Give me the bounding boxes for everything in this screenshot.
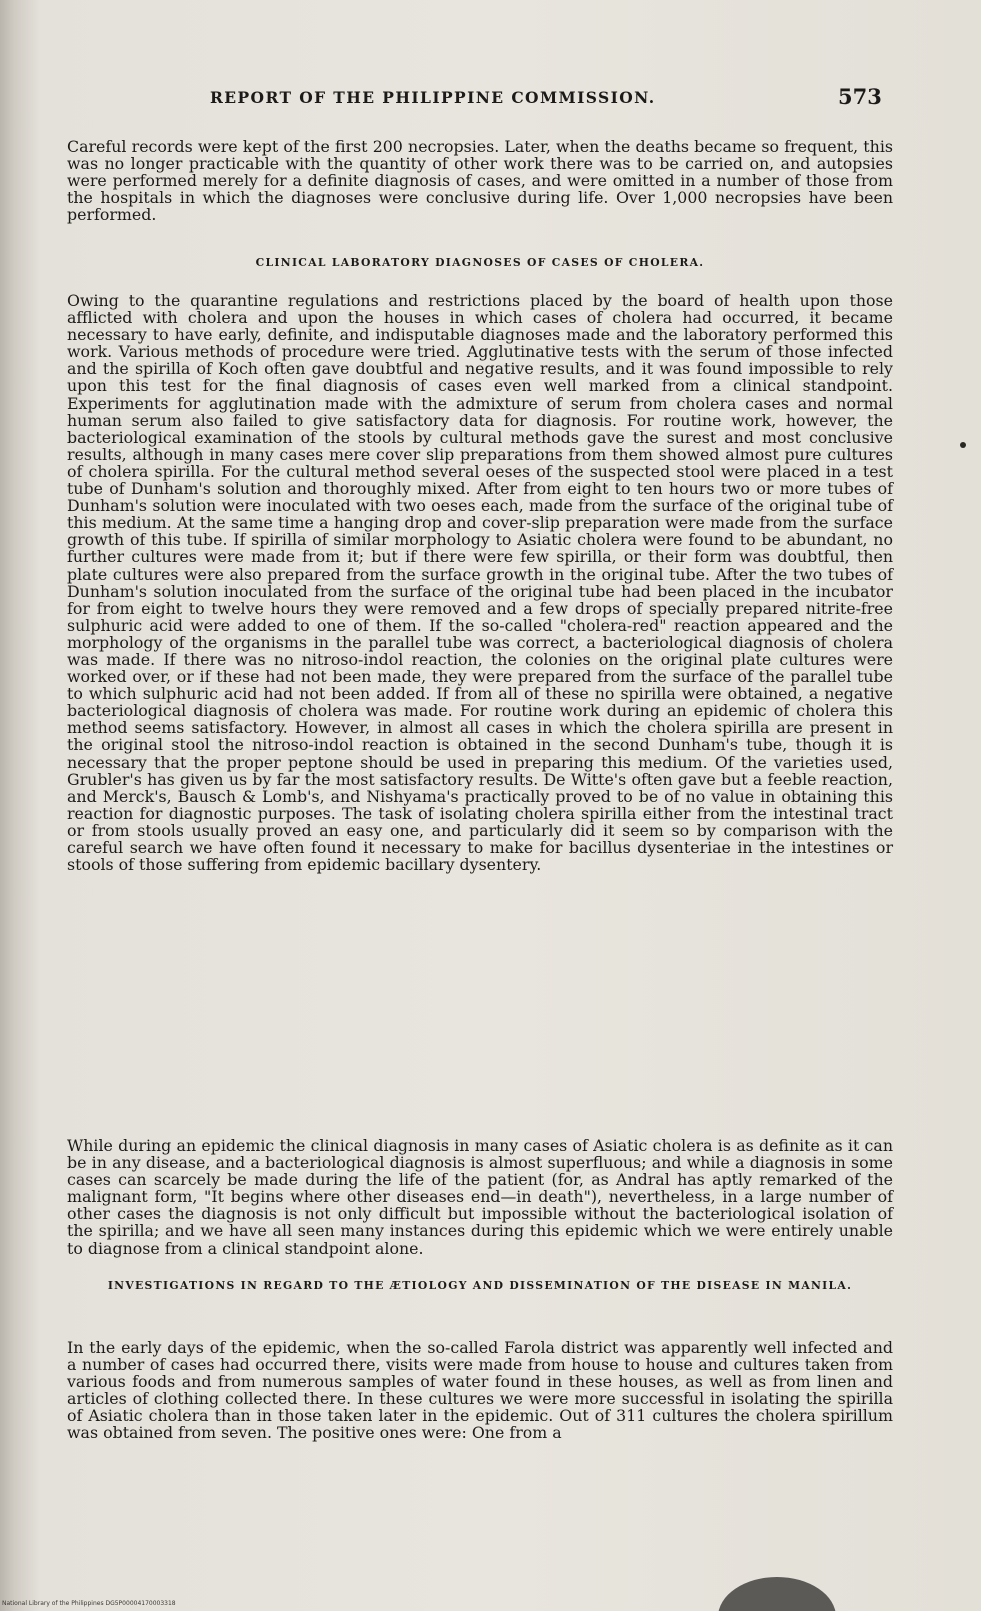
scanner-thumb-shadow <box>718 1577 836 1611</box>
paragraph-text: Careful records were kept of the first 200 necropsies. Later, when the deaths became so frequent, this was no longer practicable with the quantity of other work there was to be carried on, and autopsies were performed merely for a definite diagnosis of cases, and were omitted in a number of those from the hospitals in which the diagnoses were conclusive during life. Over 1,000 necropsies have been performed. <box>67 137 893 225</box>
paragraph-necropsies <box>67 138 893 223</box>
scan-footer-note: National Library of the Philippines DG5P00004170003318 <box>2 1600 176 1607</box>
paragraph-laboratory-diagnoses <box>67 292 893 873</box>
running-title: REPORT OF THE PHILIPPINE COMMISSION. <box>210 88 656 107</box>
page-number: 573 <box>838 84 882 109</box>
paragraph-clinical-vs-bacteriological <box>67 1137 893 1257</box>
paragraph-text: Owing to the quarantine regulations and restrictions placed by the board of health upon those afflicted with cholera and upon the houses in which cases of cholera had occurred, it became necessary to have early, definite, and indisputable diagnoses made and the laboratory performed this work. Various methods of procedure were tried. Agglutinative tests with the serum of those infected and the spirilla of Koch often gave doubtful and negative results, and it was found impossible to rely upon this test for the final diagnosis of cases even well marked from a clinical standpoint. Experiments for agglutination made with the admixture of serum from cholera cases and normal human serum also failed to give satisfactory data for diagnosis. For routine work, however, the bacteriological examination of the stools by cultural methods gave the surest and most conclusive results, although in many cases mere cover slip preparations from them showed almost pure cultures of cholera spirilla. For the cultural method several oeses of the suspected stool were placed in a test tube of Dunham's solution and thoroughly mixed. After from eight to ten hours two or more tubes of Dunham's solution were inoculated with two oeses each, made from the surface of the original tube of this medium. At the same time a hanging drop and cover-slip preparation were made from the surface growth of this tube. If spirilla of similar morphology to Asiatic cholera were found to be abundant, no further cultures were made from it; but if there were few spirilla, or their form was doubtful, then plate cultures were also prepared from the surface growth in the original tube. After the two tubes of Dunham's solution inoculated from the surface of the original tube had been placed in the incubator for from eight to twelve hours they were removed and a few drops of specially prepared nitrite-free sulphuric acid were added to one of them. If the so-called "cholera-red" reaction appeared and the morphology of the organisms in the parallel tube was correct, a bacteriological diagnosis of cholera was made. If there was no nitroso-indol reaction, the colonies on the original plate cultures were worked over, or if these had not been made, they were prepared from the surface of the parallel tube to which sulphuric acid had not been added. If from all of these no spirilla were obtained, a negative bacteriological diagnosis of cholera was made. For routine work during an epidemic of cholera this method seems satisfactory. However, in almost all cases in which the cholera spirilla are present in the original stool the nitroso-indol reaction is obtained in the second Dunham's tube, though it is necessary that the proper peptone should be used in preparing this medium. Of the varieties used, Grubler's has given us by far the most satisfactory results. De Witte's often gave but a feeble reaction, and Merck's, Bausch & Lomb's, and Nishyama's practically proved to be of no value in obtaining this reaction for diagnostic purposes. The task of isolating cholera spirilla either from the intestinal tract or from stools usually proved an easy one, and particularly did it seem so by comparison with the careful search we have often found it necessary to make for bacillus dysenteriae in the intestines or stools of those suffering from epidemic bacillary dysentery. <box>67 291 893 875</box>
paragraph-text: While during an epidemic the clinical diagnosis in many cases of Asiatic cholera is as definite as it can be in any disease, and a bacteriological diagnosis is almost superfluous; and while a diagnosis in some cases can scarcely be made during the life of the patient (for, as Andral has aptly remarked of the malignant form, "It begins where other diseases end—in death"), nevertheless, in a large number of other cases the diagnosis is not only difficult but impossible without the bacteriological isolation of the spirilla; and we have all seen many instances during this epidemic which we were entirely unable to diagnose from a clinical standpoint alone. <box>67 1136 893 1258</box>
paragraph-farola-district <box>67 1339 893 1442</box>
section-heading-etiology: INVESTIGATIONS IN REGARD TO THE ÆTIOLOGY AND DISSEMINATION OF THE DISEASE IN MANILA. <box>107 1279 853 1292</box>
ink-speck <box>960 442 966 448</box>
section-heading-clinical-diagnoses: CLINICAL LABORATORY DIAGNOSES OF CASES OF CHOLERA. <box>255 256 705 269</box>
page-header <box>0 86 981 110</box>
paragraph-text: In the early days of the epidemic, when the so-called Farola district was apparently well infected and a number of cases had occurred there, visits were made from house to house and cultures taken from various foods and from numerous samples of water found in these houses, as well as from linen and articles of clothing collected there. In these cultures we were more successful in isolating the spirilla of Asiatic cholera than in those taken later in the epidemic. Out of 311 cultures the cholera spirillum was obtained from seven. The positive ones were: One from a <box>67 1338 893 1443</box>
